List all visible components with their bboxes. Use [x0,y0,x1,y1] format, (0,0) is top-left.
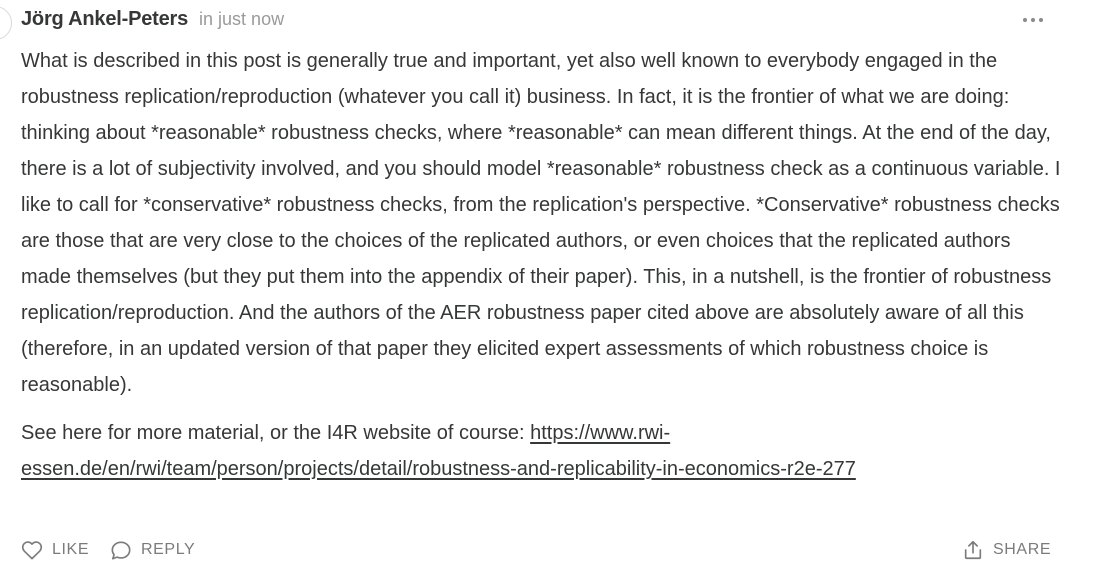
more-options-button[interactable] [1020,10,1046,30]
like-label: LIKE [52,541,90,558]
share-icon [962,539,984,561]
avatar[interactable] [0,6,12,40]
author-name[interactable]: Jörg Ankel-Peters [21,8,189,30]
ellipsis-horizontal-icon [1022,17,1044,23]
share-button[interactable] [962,536,1051,564]
comment-link-intro: See here for more material, or the I4R website of course: [21,422,531,444]
comment-link[interactable]: https://www.rwi-essen.de/en/rwi/team/person/projects/detail/robustness-and-replicability-in-economics-r2e-277 [21,422,856,480]
speech-bubble-icon [110,540,132,561]
comment-body [21,43,1061,487]
comment-paragraph: What is described in this post is generally true and important, yet also well known to everybody engaged in the robustness replication/reproduction (whatever you call it) business. In fact, it is the frontier of what we are doing: thinking about *reasonable* robustness checks, where *reasonable* can mean different things. At the end of the day, there is a lot of subjectivity involved, and you should model *reasonable* robustness check as a continuous variable. I like to call for *conservative* robustness checks, from the replication's perspective. *Conservative* robustness checks are those that are very close to the choices of the replicated authors, or even choices that the replicated authors made themselves (but they put them into the appendix of their paper). This, in a nutshell, is the frontier of robustness replication/reproduction. And the authors of the AER robustness paper cited above are absolutely aware of all this (therefore, in an updated version of that paper they elicited expert assessments of which robustness choice is reasonable). [21,50,1061,396]
reply-label: REPLY [141,541,196,558]
share-label: SHARE [993,541,1052,558]
comment-actions [21,536,1061,564]
comment-meta [21,8,284,36]
reply-button[interactable] [110,536,195,564]
comment-timestamp[interactable]: in just now [199,9,285,29]
comment-paragraph [21,415,1061,487]
heart-icon [21,540,43,560]
like-button[interactable] [21,536,89,564]
